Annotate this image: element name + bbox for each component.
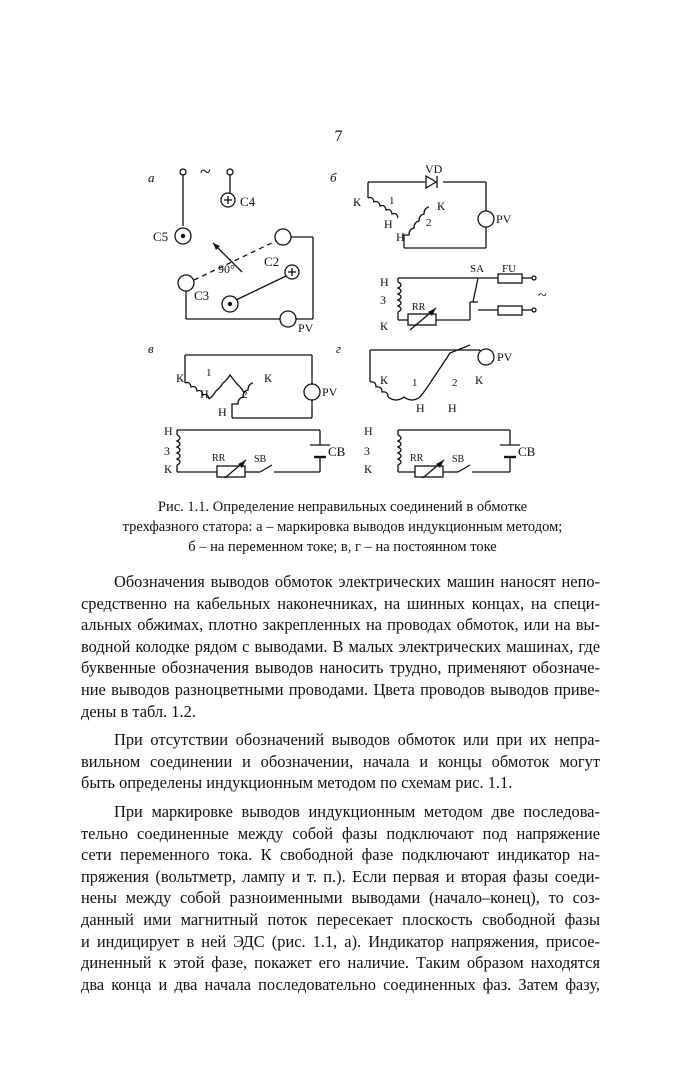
text-line: При маркировке выводов индукционным методом две последова-	[114, 801, 600, 821]
label-g-3: 3	[364, 444, 370, 458]
caption-line: Рис. 1.1. Определение неправильных соединений в обмотке	[157, 499, 528, 515]
label-b-tilde: ~	[538, 287, 547, 304]
label-v-k: К	[164, 462, 173, 476]
label-v-n-low: Н	[218, 405, 227, 419]
wiring-diagrams	[140, 160, 560, 478]
label-pv-v: PV	[322, 385, 338, 399]
text-line: ние выводов разноцветными проводами. Цвета проводов выводов приве-	[81, 679, 600, 699]
label-b-n-mid: Н	[384, 217, 393, 231]
panel-a-letter: а	[148, 170, 155, 185]
label-g-n-left: Н	[416, 401, 425, 415]
figure-caption	[110, 497, 575, 557]
label-v-cb: СВ	[328, 444, 346, 459]
rheostat-rr-v	[217, 466, 245, 477]
text-line: альных обжимах, плотно закрепленных на проводах обмоток, или на вы-	[81, 615, 600, 635]
page-number: 7	[334, 128, 343, 145]
paragraph-3	[81, 801, 600, 995]
text-line: тельно соединенные между собой фазы подключают под напряжение	[81, 823, 600, 843]
label-b-n-low: Н	[396, 230, 405, 244]
text-line: водной колодке рядом с выводами. В малых электрических машинах, где	[81, 636, 600, 656]
label-v-h: Н	[164, 424, 173, 438]
text-line: пряжения (вольтметр, лампу и т. п.). Если первая и вторая фазы соеди-	[81, 866, 600, 886]
label-g-h: Н	[364, 424, 373, 438]
label-c5: С5	[153, 229, 169, 244]
winding-bottom-g	[388, 397, 420, 400]
text-line: буквенные обозначения выводов наносить трудно, применяют обозначе-	[81, 658, 600, 678]
label-b-2: 2	[426, 217, 432, 229]
label-g-k-right: К	[475, 373, 484, 387]
label-g-rr: RR	[410, 453, 424, 464]
winding-3-g	[398, 435, 401, 465]
label-b-k-right: К	[437, 199, 446, 213]
label-pv-a: PV	[298, 321, 314, 335]
label-g-sb: SB	[452, 454, 465, 465]
label-g-1: 1	[412, 377, 418, 389]
panel-v-letter: в	[148, 341, 154, 356]
label-v-1: 1	[206, 367, 212, 379]
panel-g-diagram	[370, 345, 520, 478]
panel-g-letter: г	[336, 341, 342, 356]
text-line: Обозначения выводов обмоток электрических машин наносят непо-	[114, 572, 600, 591]
fuse-fu-top	[498, 274, 522, 283]
label-v-k-left: К	[176, 371, 185, 385]
switch-sb-v	[260, 465, 272, 472]
text-line: нены между собой разноименными выводами (начало–конец), то соз-	[81, 888, 600, 908]
winding-zigzag-v	[209, 375, 244, 399]
label-v-2: 2	[242, 389, 248, 401]
label-c3: С3	[194, 288, 210, 303]
label-v-sb: SB	[254, 454, 267, 465]
text-line: и индицирует в ней ЭДС (рис. 1.1, а). Индикатор напряжения, присое-	[81, 931, 600, 951]
phase-c2-line	[236, 276, 286, 300]
label-b-h: Н	[380, 275, 389, 289]
text-line: данный ими магнитный поток пересекает плоскость свободной фазы	[81, 909, 600, 929]
panel-b-letter: б	[330, 170, 337, 185]
text-line: вильном соединении и обозначении, начала и концы обмоток могут	[81, 751, 600, 771]
text-line: При отсутствии обозначений выводов обмоток или при их непра-	[114, 730, 600, 750]
label-b-k: К	[380, 319, 389, 333]
panel-a-diagram	[175, 169, 313, 327]
text-line: диненный к этой фазе, покажет его наличие. Таким образом находятся	[81, 953, 600, 973]
figure-1-1	[140, 160, 560, 478]
text-line: сети переменного тока. К свободной фазе подключают индикатор на-	[81, 845, 600, 865]
label-v-rr: RR	[212, 453, 226, 464]
winding-3-v	[177, 435, 180, 465]
panel-a-tilde: ~	[200, 161, 211, 183]
supply-terminal-left	[180, 169, 186, 175]
caption-line: трехфазного статора: а – маркировка выводов индукционным методом;	[122, 519, 563, 535]
winding-3	[398, 282, 401, 312]
label-b-rr: RR	[412, 302, 426, 313]
voltmeter-pv-a	[280, 311, 296, 327]
label-g-cb: СВ	[518, 444, 536, 459]
voltmeter-pv-v	[304, 384, 320, 400]
caption-line: б – на переменном токе; в, г – на постоянном токе	[188, 539, 497, 555]
winding-2-g	[420, 345, 470, 397]
label-angle: 90°	[218, 262, 235, 276]
label-v-3: 3	[164, 444, 170, 458]
label-vd: VD	[425, 162, 443, 176]
fuse-fu-bottom	[498, 306, 522, 315]
label-fu: FU	[502, 263, 517, 275]
text-line: два конца и два начала последовательно соединенных фаз. Затем фазу,	[81, 974, 600, 994]
label-g-2: 2	[452, 377, 458, 389]
rheostat-rr-g	[415, 466, 443, 477]
text-line: быть определены индукционным методом по схемам рис. 1.1.	[81, 773, 513, 793]
label-g-n-right: Н	[448, 401, 457, 415]
label-v-n-mid: Н	[200, 387, 209, 401]
label-c2: С2	[264, 254, 280, 269]
terminal-c1	[275, 229, 291, 245]
label-b-k-left: К	[353, 195, 362, 209]
diode-vd	[426, 176, 436, 188]
terminal-c3	[178, 275, 194, 291]
label-g-k-left: К	[380, 373, 389, 387]
switch-sb-g	[458, 465, 470, 472]
body-text	[81, 571, 600, 995]
paragraph-2	[81, 729, 600, 794]
label-b-3: 3	[380, 293, 386, 307]
label-pv-b: PV	[496, 212, 512, 226]
label-b-1: 1	[389, 195, 395, 207]
voltmeter-pv-g	[478, 349, 494, 365]
label-pv-g: PV	[497, 350, 513, 364]
voltmeter-pv-b	[478, 211, 494, 227]
text-line: средственно на кабельных наконечниках, на шинных концах, на специ-	[81, 593, 600, 613]
supply-terminal-right	[227, 169, 233, 175]
text-line: дены в табл. 1.2.	[81, 701, 196, 721]
label-sa: SA	[470, 263, 485, 275]
label-g-k: К	[364, 462, 373, 476]
label-c4: С4	[240, 194, 256, 209]
label-v-k-right: К	[264, 371, 273, 385]
paragraph-1	[81, 571, 600, 722]
